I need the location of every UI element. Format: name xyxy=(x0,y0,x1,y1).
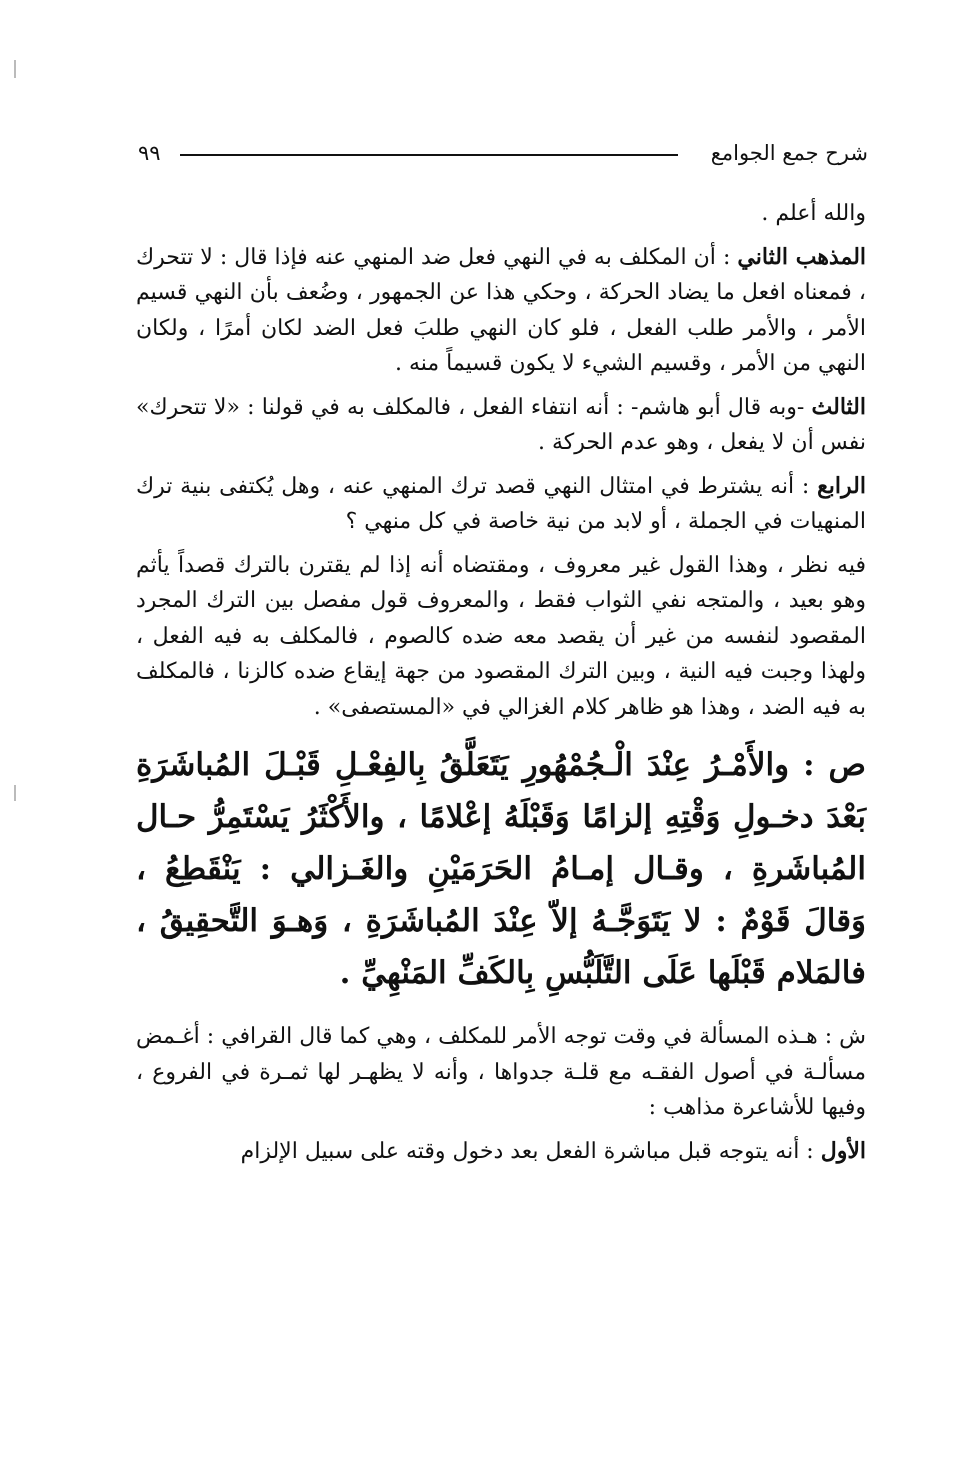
paragraph xyxy=(136,469,866,540)
paragraph-text: فيه نظر ، وهذا القول غير معروف ، ومقتضاه أنه إذا لم يقترن بالترك قصداً يأثم وهو بعيد ، والمتجه نفي الثواب فقط ، والمعروف قول مفصل بين الترك المجرد المقصود لنفسه من غير أن يقصد معه ضده كالصوم ، فالمكلف به فيه الفعل ، ولهذا وجبت فيه النية ، وبين الترك المقصود من جهة إيقاع ضده كالزنا ، فالمكلف به فيه الضد ، وهذا هو ظاهر كلام الغزالي في «المستصفى» . xyxy=(136,552,866,720)
paragraph xyxy=(136,196,866,232)
paragraph-text: والله أعلم . xyxy=(761,201,866,226)
paragraph-lead: المذهب الثاني xyxy=(737,243,867,270)
sharh-paragraph xyxy=(136,1019,866,1126)
scan-mark xyxy=(14,60,16,78)
paragraph-text: : أن المكلف به في النهي فعل ضد المنهي عنه فإذا قال : لا تتحرك ، فمعناه افعل ما يضاد الحركة ، وحكي هذا عن الجمهور ، وضُعف بأن النهي قسيم الأمر ، والأمر طلب الفعل ، فلو كان النهي طلبَ فعل الضد لكان أمرًا ، ولكان النهي من الأمر ، وقسيم الشيء لا يكون قسيماً منه . xyxy=(136,244,866,376)
matn-text: ص : والأَمْـرُ عِنْدَ الْـجُمْهُورِ يَتَعَلَّقُ بِالفِعْـلِ قَبْـلَ المُباشَرَةِ بَعْدَ دخـولِ وَقْتِهِ إلزامًا وَقَبْلَهُ إعْلامًا ، والأَكْثَرُ يَسْتَمِرُّ حـال المُباشَرةِ ، وقـال إمـامُ الحَرَمَيْنِ والغَـزالي : يَنْقَطِعُ ، وَقالَ قَوْمٌ : لا يَتَوَجَّـهُ إلاّ عِنْدَ المُباشَرَةِ ، وَهـوَ التَّحقِيقُ ، فالمَلام قَبْلَها عَلَى التَّلَبُّسِ بِالكَفِّ المَنْهِيِّ . xyxy=(136,747,866,991)
paragraph-text: : أنه يتوجه قبل مباشرة الفعل بعد دخول وقته على سبيل الإلزام xyxy=(240,1138,821,1164)
page-number: ٩٩ xyxy=(138,141,161,165)
paragraph xyxy=(136,548,866,726)
paragraph-text: -وبه قال أبو هاشم- : أنه انتفاء الفعل ، فالمكلف به في قولنا : «لا تتحرك» نفس أن لا يفعل ، وهو عدم الحركة . xyxy=(136,394,866,455)
paragraph-text: ش : هـذه المسألة في وقت توجه الأمر للمكلف ، وهي كما قال القرافي : أغـمض مسألـة في أصول الفقـه مع قلـة جدواها ، وأنه لا يظهـر لها ثمـرة في الفروع ، وفيها للأشاعرة مذاهب : xyxy=(136,1024,867,1120)
header-title: شرح جمع الجوامع xyxy=(710,141,868,165)
paragraph xyxy=(136,240,866,382)
paragraph-text: : أنه يشترط في امتثال النهي قصد ترك المنهي عنه ، وهل يُكتفى بنية ترك المنهيات في الجملة ، أو لابد من نية خاصة في كل منهي ؟ xyxy=(136,473,866,534)
header-rule xyxy=(180,154,678,156)
paragraph-lead: الأول xyxy=(820,1137,866,1164)
scan-mark xyxy=(14,785,16,801)
paragraph-lead: الرابع xyxy=(817,472,866,499)
sharh-paragraph xyxy=(136,1134,866,1170)
running-header xyxy=(138,138,868,174)
paragraph-lead: الثالث xyxy=(811,393,866,420)
main-text xyxy=(136,196,866,1177)
paragraph xyxy=(136,390,866,461)
